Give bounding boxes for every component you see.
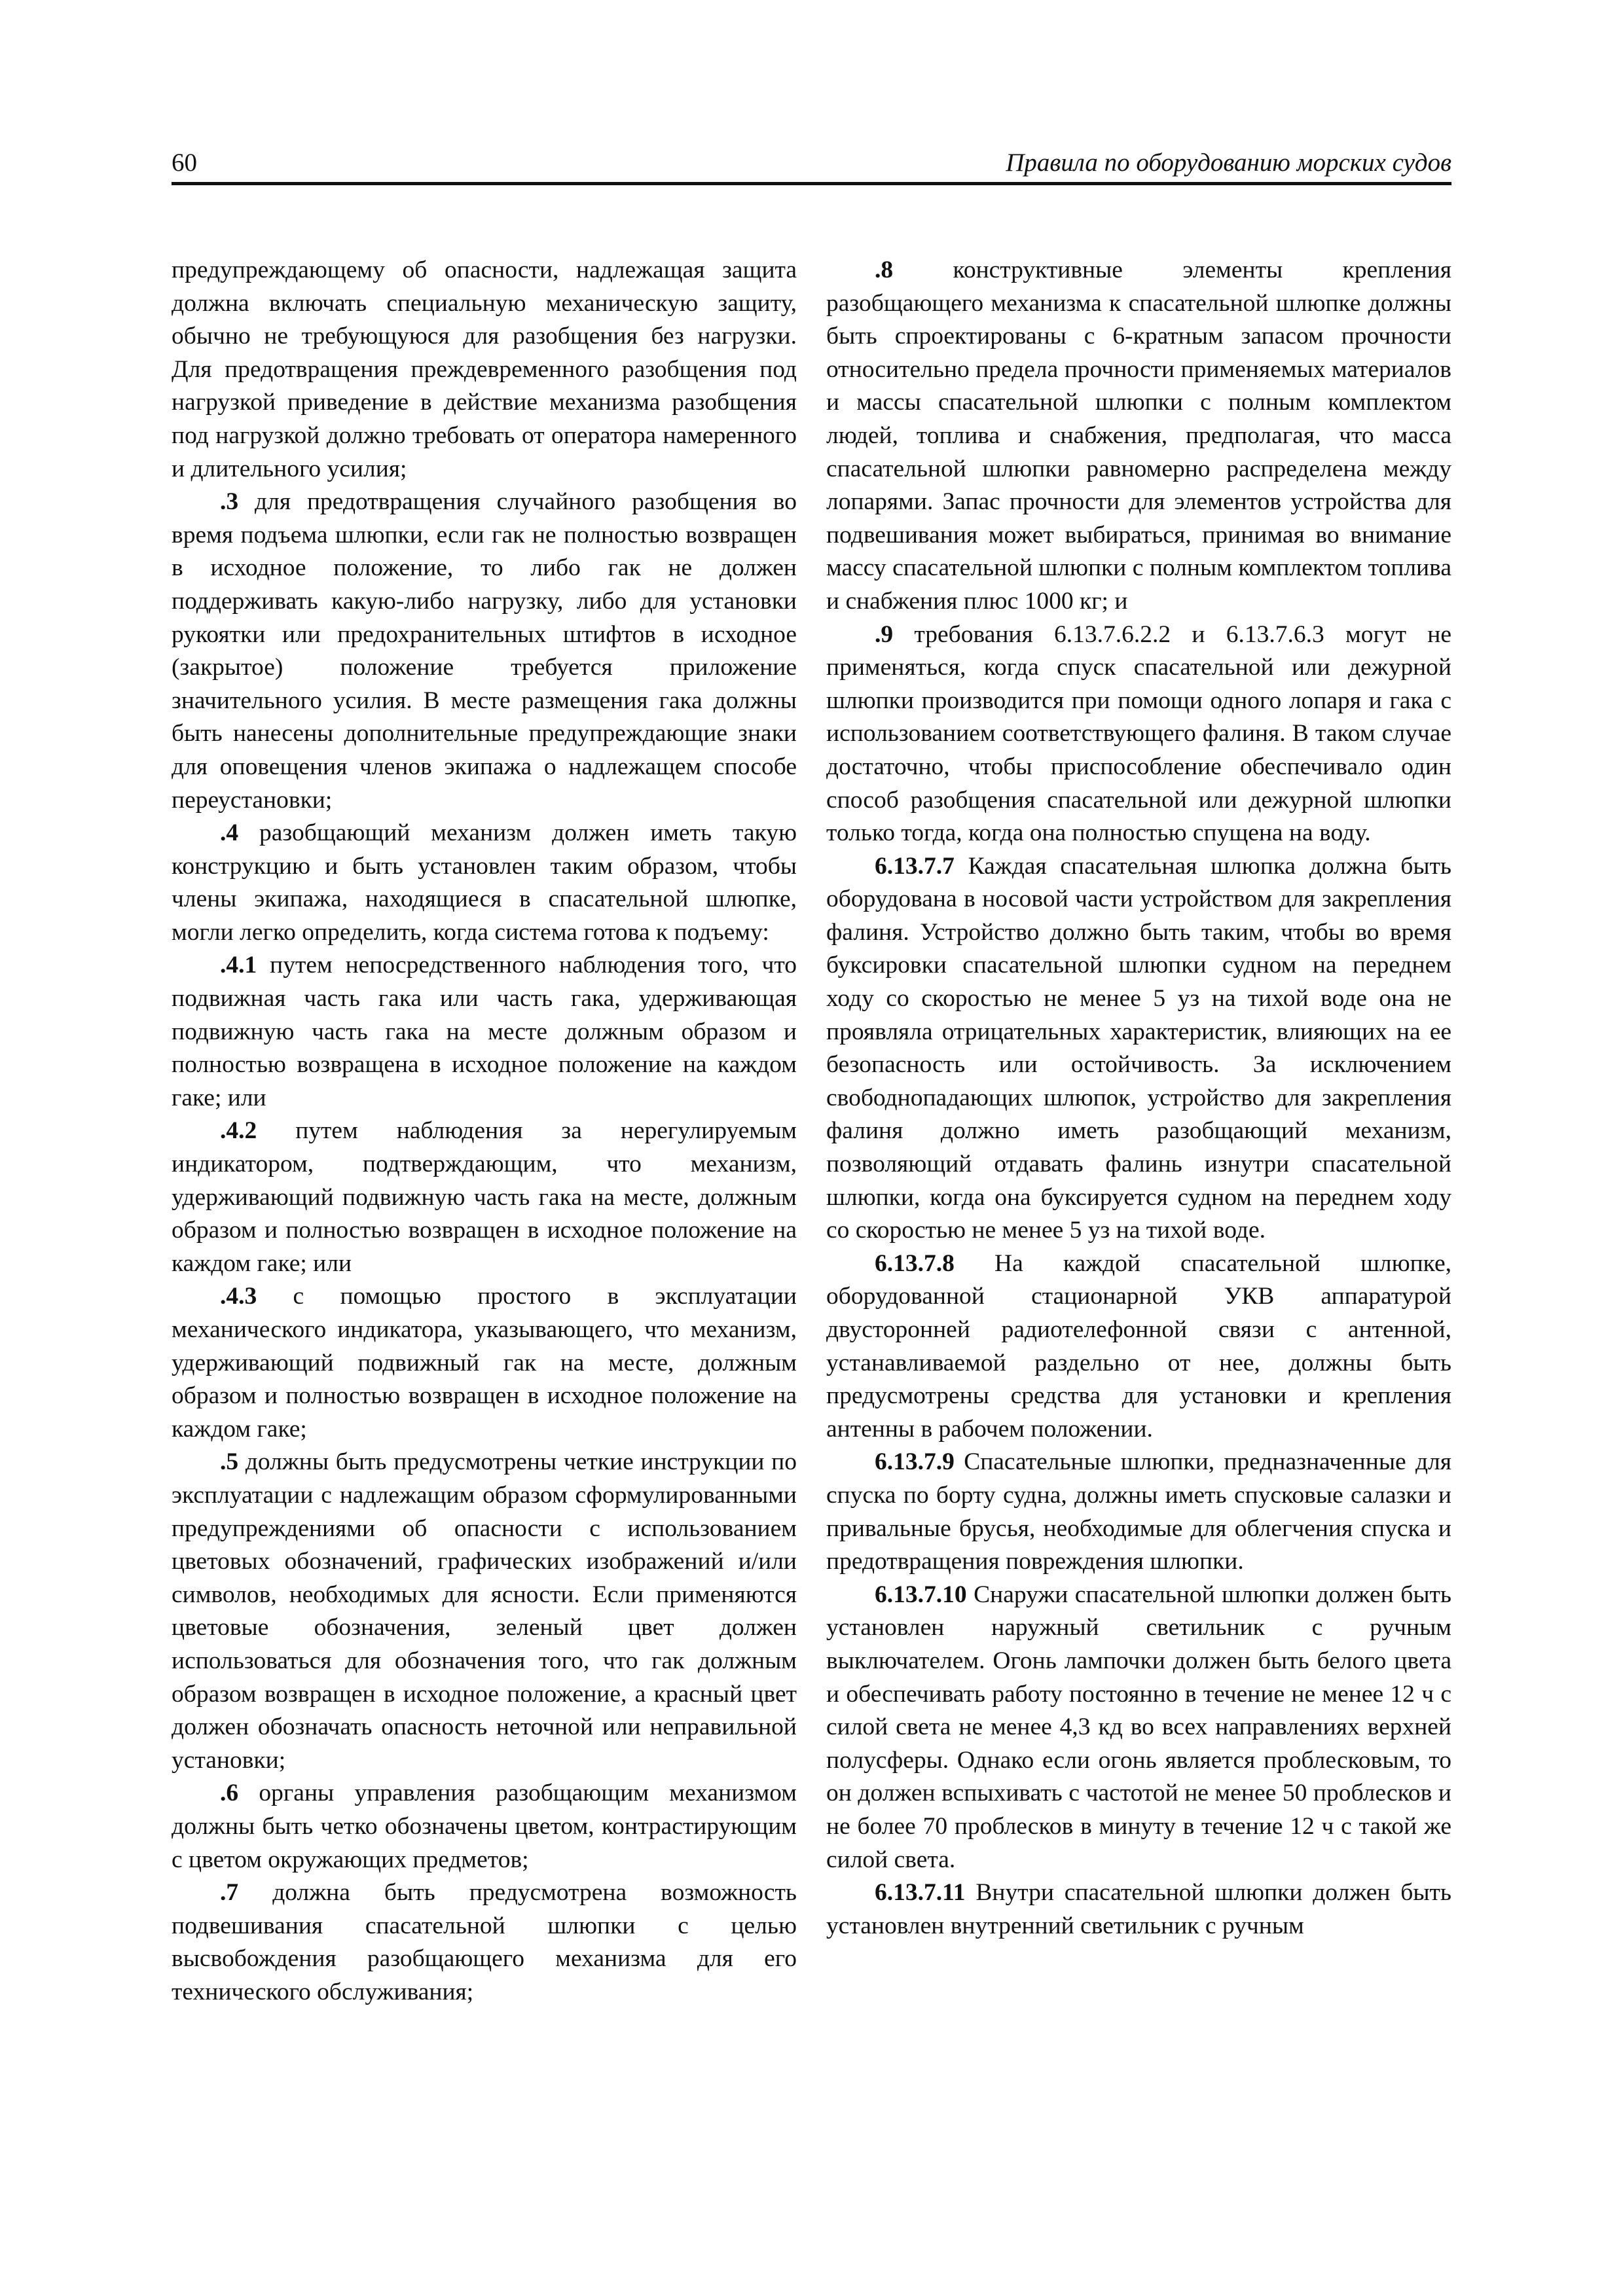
paragraph-text: путем наблюдения за нерегулируемым индикатором, подтверждающим, что механизм, удерживающий подвижную часть гака на месте, должным образом и полностью возвращен в исходное положение на каждом гаке; или <box>172 1117 797 1277</box>
paragraph <box>172 1876 797 2009</box>
item-number: .4.2 <box>220 1117 257 1145</box>
paragraph-text: Снаружи спасательной шлюпки должен быть установлен наружный светильник с ручным выключателем. Огонь лампочки должен быть белого цвета и обеспечивать работу постоянно в течение не менее 12 ч с силой света не менее 4,3 кд во всех направлениях верхней полусферы. Однако если огонь является проблесковым, то он должен вспыхивать с частотой не менее 50 проблесков и не более 70 проблесков в минуту в течение 12 ч с такой же силой света. <box>826 1581 1452 1873</box>
paragraph-text: разобщающий механизм должен иметь такую конструкцию и быть установлен таким образом, чтобы члены экипажа, находящиеся в спасательной шлюпке, могли легко определить, когда система готова к подъему: <box>172 819 797 946</box>
paragraph-text: для предотвращения случайного разобщения во время подъема шлюпки, если гак не полностью возвращен в исходное положение, то либо гак не должен поддерживать какую-либо нагрузку, либо для установки рукоятки или предохранительных штифтов в исходное (закрытое) положение требуется приложение значительного усилия. В месте размещения гака должны быть нанесены дополнительные предупреждающие знаки для оповещения членов экипажа о надлежащем способе переустановки; <box>172 488 797 814</box>
item-number: .8 <box>875 257 894 283</box>
item-number: .4 <box>220 819 239 847</box>
page-number: 60 <box>172 149 197 177</box>
item-number: .3 <box>220 488 239 516</box>
paragraph-text: Внутри спасательной шлюпки должен быть установлен внутренний светильник с ручным <box>826 1879 1452 1939</box>
paragraph-text: должны быть предусмотрены четкие инструкции по эксплуатации с надлежащим образом сформулированными предупреждениями об опасности с использованием цветовых обозначений, графических изображений и/или символов, необходимых для ясности. Если применяются цветовые обозначения, зеленый цвет должен использоваться для обозначения того, что гак должным образом возвращен в исходное положение, а красный цвет должен обозначать опасность неточной или неправильной установки; <box>172 1448 797 1774</box>
paragraph <box>172 486 797 817</box>
item-number: .6 <box>220 1780 239 1807</box>
left-column <box>172 254 797 2009</box>
paragraph <box>172 817 797 949</box>
paragraph <box>826 850 1451 1247</box>
paragraph-text: должна быть предусмотрена возможность подвешивания спасательной шлюпки с целью высвобождения разобщающего механизма для его технического обслуживания; <box>172 1879 797 2005</box>
paragraph <box>172 1280 797 1446</box>
paragraph <box>826 1876 1451 1943</box>
paragraph-text: конструктивные элементы крепления разобщающего механизма к спасательной шлюпке должны быть спроектированы с 6-кратным запасом прочности относительно предела прочности применяемых материалов и массы спасательной шлюпки с полным комплектом людей, топлива и снабжения, предполагая, что масса спасательной шлюпки равномерно распределена между лопарями. Запас прочности для элементов устройства для подвешивания может выбираться, принимая во внимание массу спасательной шлюпки с полным комплектом топлива и снабжения плюс 1000 кг; и <box>826 257 1451 615</box>
paragraph <box>172 1777 797 1876</box>
paragraph <box>826 1446 1451 1578</box>
paragraph <box>826 619 1451 850</box>
section-number: 6.13.7.7 <box>875 852 955 880</box>
item-number: .9 <box>875 620 894 648</box>
section-number: 6.13.7.9 <box>875 1448 955 1476</box>
section-number: 6.13.7.8 <box>875 1249 955 1277</box>
item-number: .5 <box>220 1448 239 1476</box>
paragraph <box>172 254 797 486</box>
item-number: .4.1 <box>220 952 257 979</box>
section-number: 6.13.7.11 <box>875 1879 966 1907</box>
paragraph <box>826 1247 1451 1446</box>
paragraph-text: путем непосредственного наблюдения того, что подвижная часть гака или часть гака, удерживающая подвижную часть гака на месте должным образом и полностью возвращена в исходное положение на каждом гаке; или <box>172 952 797 1111</box>
paragraph <box>172 1446 797 1777</box>
item-number: .4.3 <box>220 1283 257 1310</box>
item-number: .7 <box>220 1879 239 1907</box>
paragraph-text: требования 6.13.7.6.2.2 и 6.13.7.6.3 могут не применяться, когда спуск спасательной или дежурной шлюпки производится при помощи одного лопаря и гака с использованием соответствующего фалиня. В таком случае достаточно, чтобы приспособление обеспечивало один способ разобщения спасательной или дежурной шлюпки только тогда, когда она полностью спущена на воду. <box>826 620 1452 847</box>
running-title: Правила по оборудованию морских судов <box>1006 149 1451 177</box>
paragraph-text: органы управления разобщающим механизмом должны быть четко обозначены цветом, контрастирующим с цветом окружающих предметов; <box>172 1780 797 1873</box>
paragraph <box>826 1579 1451 1876</box>
paragraph <box>172 1115 797 1280</box>
right-column <box>826 254 1451 1943</box>
paragraph-text: предупреждающему об опасности, надлежащая защита должна включать специальную механическую защиту, обычно не требующуюся для разобщения без нагрузки. Для предотвращения преждевременного разобщения под нагрузкой приведение в действие механизма разобщения под нагрузкой должно требовать от оператора намеренного и длительного усилия; <box>172 257 797 482</box>
paragraph <box>172 949 797 1115</box>
paragraph-text: с помощью простого в эксплуатации механического индикатора, указывающего, что механизм, удерживающий подвижный гак на месте, должным образом и полностью возвращен в исходное положение на каждом гаке; <box>172 1283 797 1443</box>
paragraph <box>826 254 1451 619</box>
header-rule <box>172 182 1451 185</box>
paragraph-text: Спасательные шлюпки, предназначенные для спуска по борту судна, должны иметь спусковые салазки и привальные брусья, необходимые для облегчения спуска и предотвращения повреждения шлюпки. <box>826 1448 1451 1575</box>
paragraph-text: На каждой спасательной шлюпке, оборудованной стационарной УКВ аппаратурой двусторонней радиотелефонной связи с антенной, устанавливаемой раздельно от нее, должны быть предусмотрены средства для установки и крепления антенны в рабочем положении. <box>826 1249 1451 1443</box>
section-number: 6.13.7.10 <box>875 1581 967 1608</box>
paragraph-text: Каждая спасательная шлюпка должна быть оборудована в носовой части устройством для закрепления фалиня. Устройство должно быть таким, чтобы во время буксировки спасательной шлюпки судном на переднем ходу со скоростью не менее 5 уз на тихой воде она не проявляла отрицательных характеристик, влияющих на ее безопасность или остойчивость. За исключением свободнопадающих шлюпок, устройство для закрепления фалиня должно иметь разобщающий механизм, позволяющий отдавать фалинь изнутри спасательной шлюпки, когда она буксируется судном на переднем ходу со скоростью не менее 5 уз на тихой воде. <box>826 852 1452 1244</box>
